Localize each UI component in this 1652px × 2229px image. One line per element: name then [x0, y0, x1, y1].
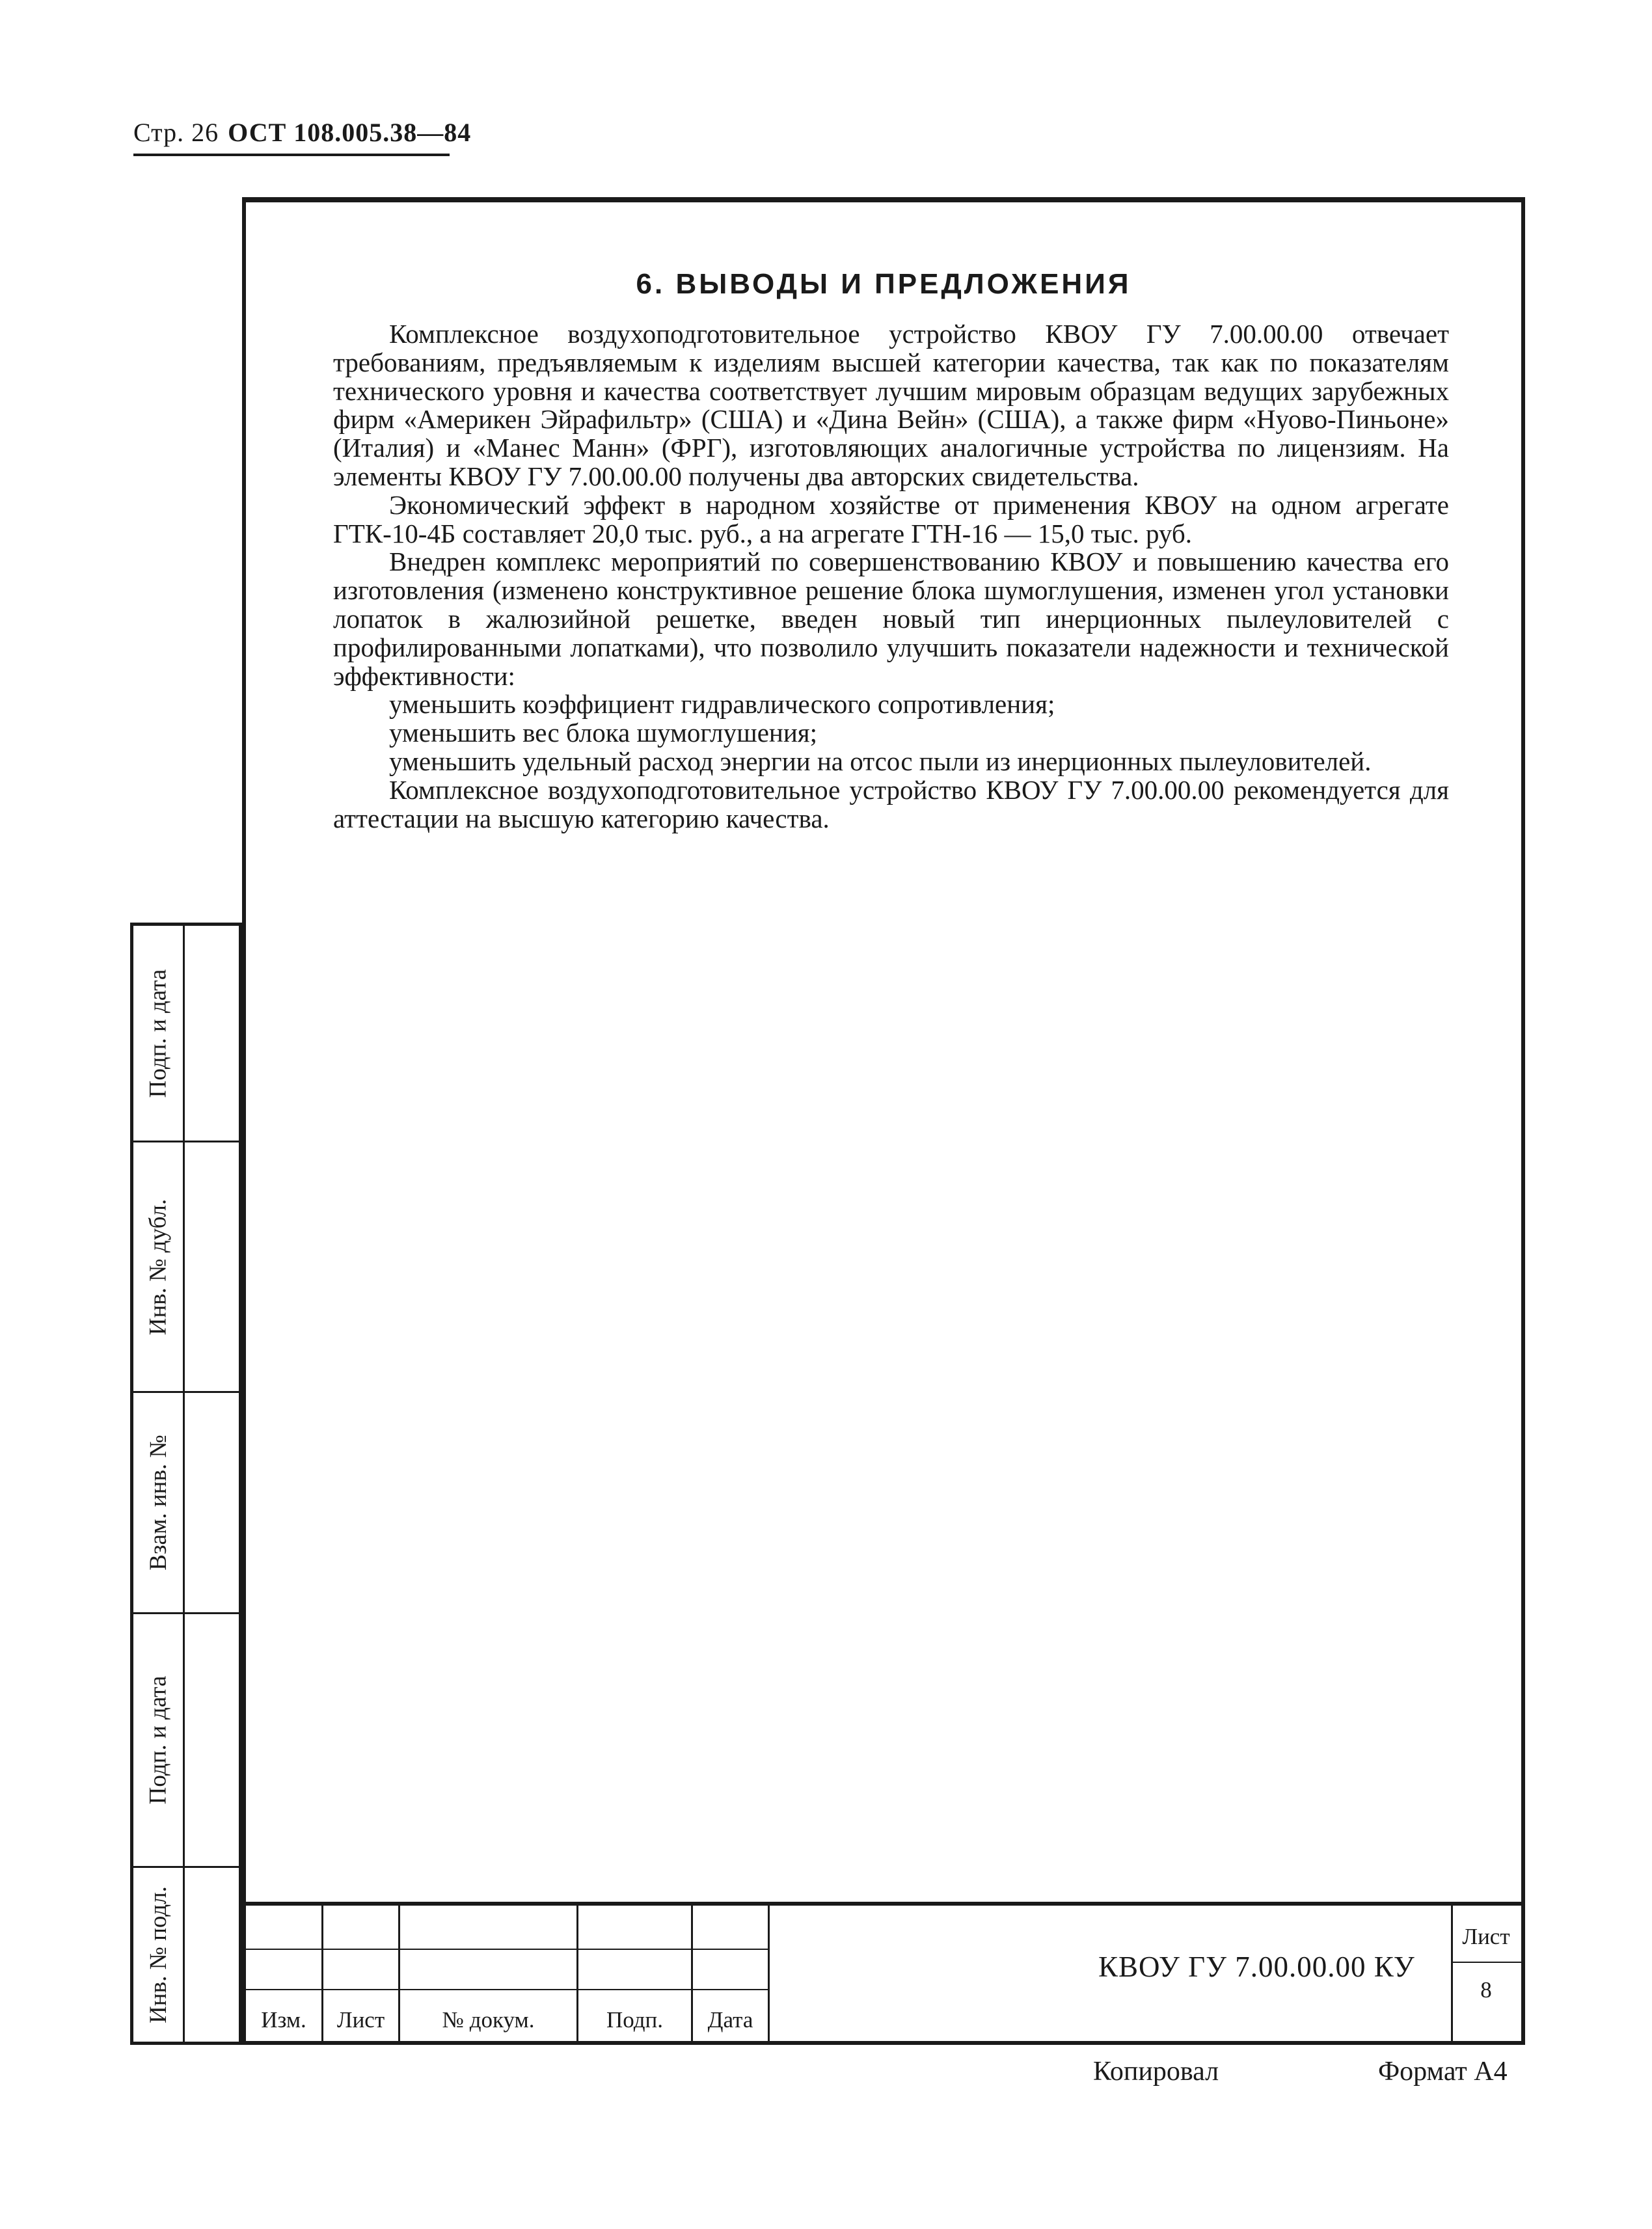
sheet-label: Лист — [1462, 1924, 1510, 1949]
col-sheet: Лист — [336, 2007, 385, 2033]
page-header — [133, 117, 471, 148]
list-item: уменьшить коэффициент гидравлического сопротивления; — [389, 689, 1055, 720]
side-label-replace-inv: Взам. инв. № — [144, 1435, 172, 1571]
title-block-row-line — [1451, 1962, 1521, 1963]
section-body — [333, 320, 1449, 833]
footer-format: Формат А4 — [1378, 2057, 1508, 2087]
paragraph-recommendation: Комплексное воздухоподготовительное устройство КВОУ ГУ 7.00.00.00 рекомендуется для аттестации на высшую категорию качества. — [333, 774, 1449, 833]
col-signature: Подп. — [606, 2007, 664, 2033]
standard-code: ОСТ 108.005.38—84 — [228, 118, 472, 147]
header-underline — [133, 154, 450, 156]
side-label-orig-inv: Инв. № подл. — [144, 1886, 172, 2023]
frame-top-border — [242, 197, 1525, 202]
title-block-row-line — [246, 1989, 768, 1990]
title-block-divider — [768, 1906, 770, 2041]
footer-copied: Копировал — [1093, 2057, 1219, 2087]
sheet-number: 8 — [1480, 1977, 1492, 2003]
title-block-row-line — [246, 1949, 768, 1950]
page-number: Стр. 26 — [133, 118, 219, 147]
list-item: уменьшить удельный расход энергии на отсос пыли из инерционных пылеуловителей. — [389, 746, 1372, 776]
document-designation: КВОУ ГУ 7.00.00.00 КУ — [1098, 1951, 1415, 1983]
section-title: 6. ВЫВОДЫ И ПРЕДЛОЖЕНИЯ — [636, 268, 1131, 300]
col-doc-number: № докум. — [442, 2007, 535, 2033]
paragraph-improvements: Внедрен комплекс мероприятий по совершенствованию КВОУ и повышению качества его изготовления (изменено конструктивное решение блока шумоглушения, изменен угол установки лопаток в жалюзийной решетке, введен новый тип инерционных пылеуловителей с профилированными лопатками), что позволило улучшить показатели надежности и технической эффективности: — [333, 547, 1449, 691]
side-label-dup-inv: Инв. № дубл. — [144, 1198, 172, 1335]
side-stamp — [130, 923, 242, 2045]
side-label-sign-date-2: Подп. и дата — [144, 1675, 172, 1805]
side-label-sign-date: Подп. и дата — [144, 969, 172, 1098]
col-date: Дата — [707, 2007, 753, 2033]
col-change: Изм. — [261, 2007, 306, 2033]
side-stamp-divider — [183, 926, 185, 2042]
title-block — [246, 1902, 1521, 2041]
paragraph-compliance: Комплексное воздухоподготовительное устройство КВОУ ГУ 7.00.00.00 отвечает требованиям, предъявляемым к изделиям высшей категории качества, так как по показателям технического уровня и качества соответствует лучшим мировым образцам ведущих зарубежных фирм «Америкен Эйрафильтр» (США) и «Дина Вейн» (США), а также фирм «Нуово-Пиньоне» (Италия) и «Манес Манн» (ФРГ), изготовляющих аналогичные устройства по лицензиям. На элементы КВОУ ГУ 7.00.00.00 получены два авторских свидетельства. — [333, 319, 1449, 491]
paragraph-economic-effect: Экономический эффект в народном хозяйстве от применения КВОУ на одном агрегате ГТК-10-4Б составляет 20,0 тыс. руб., а на агрегате ГТН-16 — 15,0 тыс. руб. — [333, 489, 1449, 548]
list-item: уменьшить вес блока шумоглушения; — [389, 718, 818, 748]
